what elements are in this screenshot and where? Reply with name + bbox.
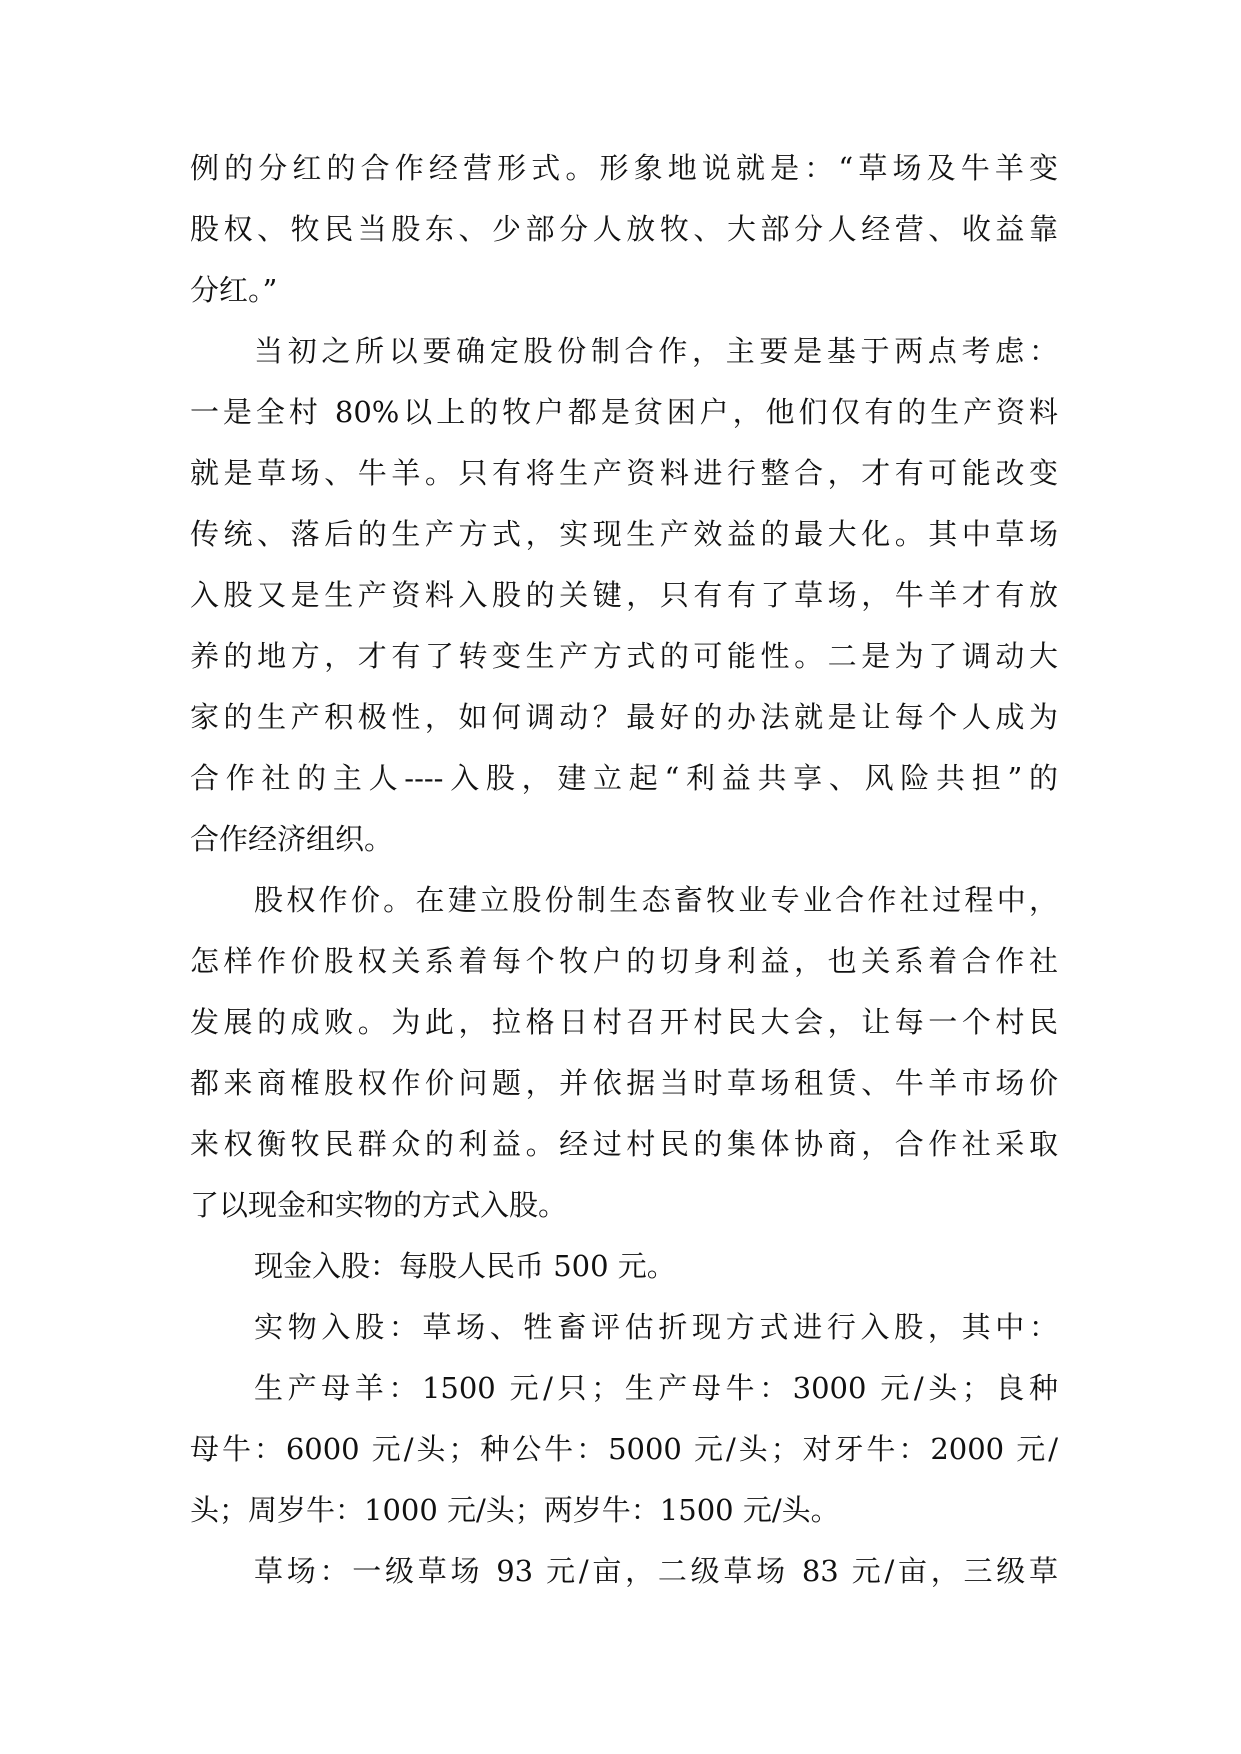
text-line: 分红。” [190,273,278,307]
text-line: 来权衡牧民群众的利益。经过村民的集体协商，合作社采取 [190,1127,1058,1161]
text-line: 都来商榷股权作价问题，并依据当时草场租赁、牛羊市场价 [190,1066,1058,1100]
text-line: 实物入股：草场、牲畜评估折现方式进行入股，其中： [254,1310,1058,1344]
document-body [190,138,1058,1602]
text-line: 合作社的主人----入股，建立起“利益共享、风险共担”的 [190,761,1058,795]
text-line: 生产母羊：1500 元/只；生产母牛：3000 元/头；良种 [254,1371,1058,1405]
text-line: 头；周岁牛：1000 元/头；两岁牛：1500 元/头。 [190,1493,840,1527]
text-line: 家的生产积极性，如何调动？最好的办法就是让每个人成为 [190,700,1058,734]
text-line: 就是草场、牛羊。只有将生产资料进行整合，才有可能改变 [190,456,1058,490]
text-line: 现金入股：每股人民币 500 元。 [254,1249,676,1283]
text-line: 草场：一级草场 93 元/亩，二级草场 83 元/亩，三级草 [254,1554,1058,1588]
text-line: 了以现金和实物的方式入股。 [190,1188,568,1222]
text-line: 母牛：6000 元/头；种公牛：5000 元/头；对牙牛：2000 元/ [190,1432,1058,1466]
text-line: 股权、牧民当股东、少部分人放牧、大部分人经营、收益靠 [190,212,1058,246]
text-line: 怎样作价股权关系着每个牧户的切身利益，也关系着合作社 [190,944,1058,978]
text-line: 入股又是生产资料入股的关键，只有有了草场，牛羊才有放 [190,578,1058,612]
text-line: 合作经济组织。 [190,822,394,856]
text-line: 当初之所以要确定股份制合作，主要是基于两点考虑： [254,334,1058,368]
text-line: 传统、落后的生产方式，实现生产效益的最大化。其中草场 [190,517,1058,551]
text-line: 股权作价。在建立股份制生态畜牧业专业合作社过程中， [254,883,1058,917]
text-line: 一是全村 80%以上的牧户都是贫困户，他们仅有的生产资料 [190,395,1058,429]
text-line: 发展的成败。为此，拉格日村召开村民大会，让每一个村民 [190,1005,1058,1039]
text-line: 养的地方，才有了转变生产方式的可能性。二是为了调动大 [190,639,1058,673]
text-line: 例的分红的合作经营形式。形象地说就是：“草场及牛羊变 [190,151,1058,185]
